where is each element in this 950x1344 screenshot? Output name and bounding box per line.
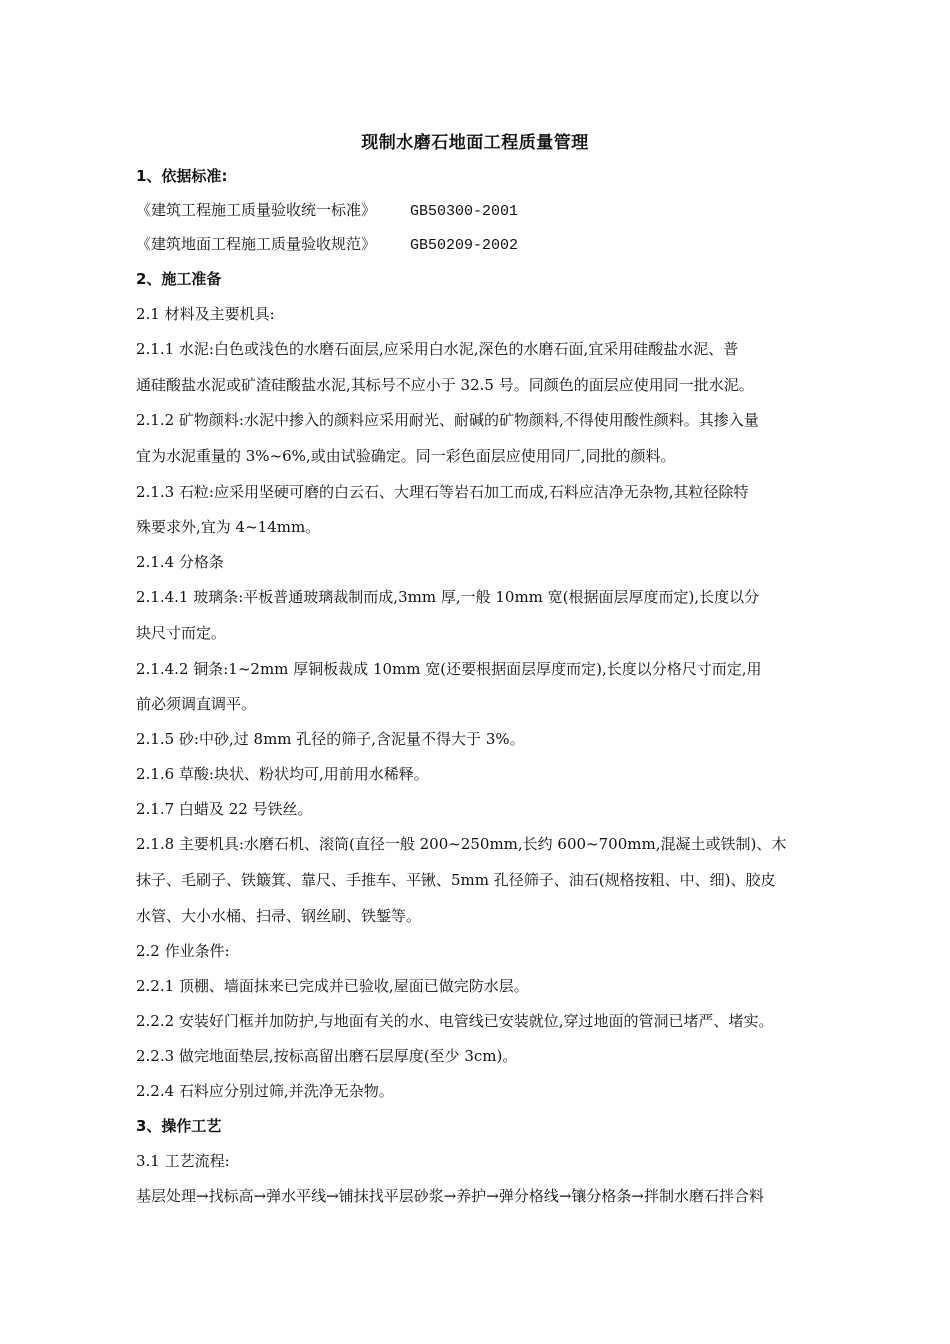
paragraph-2-1: 2.1 材料及主要机具:	[136, 305, 275, 323]
paragraph-2-1-4-1-line-2: 块尺寸而定。	[136, 624, 227, 642]
standard-2	[136, 234, 858, 256]
standard-2-name: 《建筑地面工程施工质量验收规范》	[136, 235, 377, 253]
paragraph-3-1: 3.1 工艺流程:	[136, 1152, 230, 1170]
paragraph-2-1-5: 2.1.5 砂:中砂,过 8mm 孔径的筛子,含泥量不得大于 3%。	[136, 730, 525, 748]
section-heading-2: 2、施工准备	[136, 270, 222, 288]
process-flow: 基层处理→找标高→弹水平线→铺抹找平层砂浆→养护→弹分格线→镶分格条→拌制水磨石拌合料	[136, 1187, 764, 1205]
standard-2-code: GB50209-2002	[410, 237, 519, 254]
paragraph-2-1-4-2-line-2: 前必须调直调平。	[136, 695, 257, 713]
paragraph-2-1-1-line-2: 通硅酸盐水泥或矿渣硅酸盐水泥,其标号不应小于 32.5 号。同颜色的面层应使用同一批水泥。	[136, 376, 754, 394]
paragraph-2-1-3-line-1: 2.1.3 石粒:应采用坚硬可磨的白云石、大理石等岩石加工而成,石料应洁净无杂物,其粒径除特	[136, 483, 749, 501]
paragraph-2-1-4-1-line-1: 2.1.4.1 玻璃条:平板普通玻璃裁制而成,3mm 厚,一般 10mm 宽(根据面层厚度而定),长度以分	[136, 588, 760, 606]
paragraph-2-1-4-2-line-1: 2.1.4.2 铜条:1~2mm 厚铜板裁成 10mm 宽(还要根据面层厚度而定),长度以分格尺寸而定,用	[136, 660, 762, 678]
paragraph-2-2-2: 2.2.2 安装好门框并加防护,与地面有关的水、电管线已安装就位,穿过地面的管洞已堵严、堵实。	[136, 1012, 774, 1030]
paragraph-2-2-3: 2.2.3 做完地面垫层,按标高留出磨石层厚度(至少 3cm)。	[136, 1047, 518, 1065]
standard-1-name: 《建筑工程施工质量验收统一标准》	[136, 201, 377, 219]
section-heading-1: 1、依据标准:	[136, 167, 228, 185]
paragraph-2-1-6: 2.1.6 草酸:块状、粉状均可,用前用水稀释。	[136, 765, 429, 783]
paragraph-2-2-4: 2.2.4 石料应分别过筛,并洗净无杂物。	[136, 1082, 394, 1100]
paragraph-2-1-8-line-1: 2.1.8 主要机具:水磨石机、滚筒(直径一般 200~250mm,长约 600~700mm,混凝土或铁制)、木	[136, 835, 787, 853]
paragraph-2-2-1: 2.2.1 顶棚、墙面抹来已完成并已验收,屋面已做完防水层。	[136, 977, 529, 995]
paragraph-2-1-4: 2.1.4 分格条	[136, 553, 224, 571]
paragraph-2-1-2-line-2: 宜为水泥重量的 3%~6%,或由试验确定。同一彩色面层应使用同厂,同批的颜料。	[136, 447, 676, 465]
paragraph-2-1-7: 2.1.7 白蜡及 22 号铁丝。	[136, 800, 313, 818]
standard-1-code: GB50300-2001	[410, 203, 519, 220]
paragraph-2-1-3-line-2: 殊要求外,宜为 4~14mm。	[136, 518, 321, 536]
section-heading-3: 3、操作工艺	[136, 1117, 222, 1135]
document-title: 现制水磨石地面工程质量管理	[361, 133, 589, 153]
paragraph-2-1-8-line-2: 抹子、毛刷子、铁簸箕、靠尺、手推车、平锹、5mm 孔径筛子、油石(规格按粗、中、细)、胶皮	[136, 871, 776, 889]
standard-1	[136, 200, 858, 222]
paragraph-2-1-8-line-3: 水管、大小水桶、扫帚、钢丝刷、铁錾等。	[136, 907, 422, 925]
paragraph-2-2: 2.2 作业条件:	[136, 942, 230, 960]
paragraph-2-1-2-line-1: 2.1.2 矿物颜料:水泥中掺入的颜料应采用耐光、耐碱的矿物颜料,不得使用酸性颜料。其掺入量	[136, 411, 759, 429]
paragraph-2-1-1-line-1: 2.1.1 水泥:白色或浅色的水磨石面层,应采用白水泥,深色的水磨石面,宜采用硅酸盐水泥、普	[136, 340, 739, 358]
